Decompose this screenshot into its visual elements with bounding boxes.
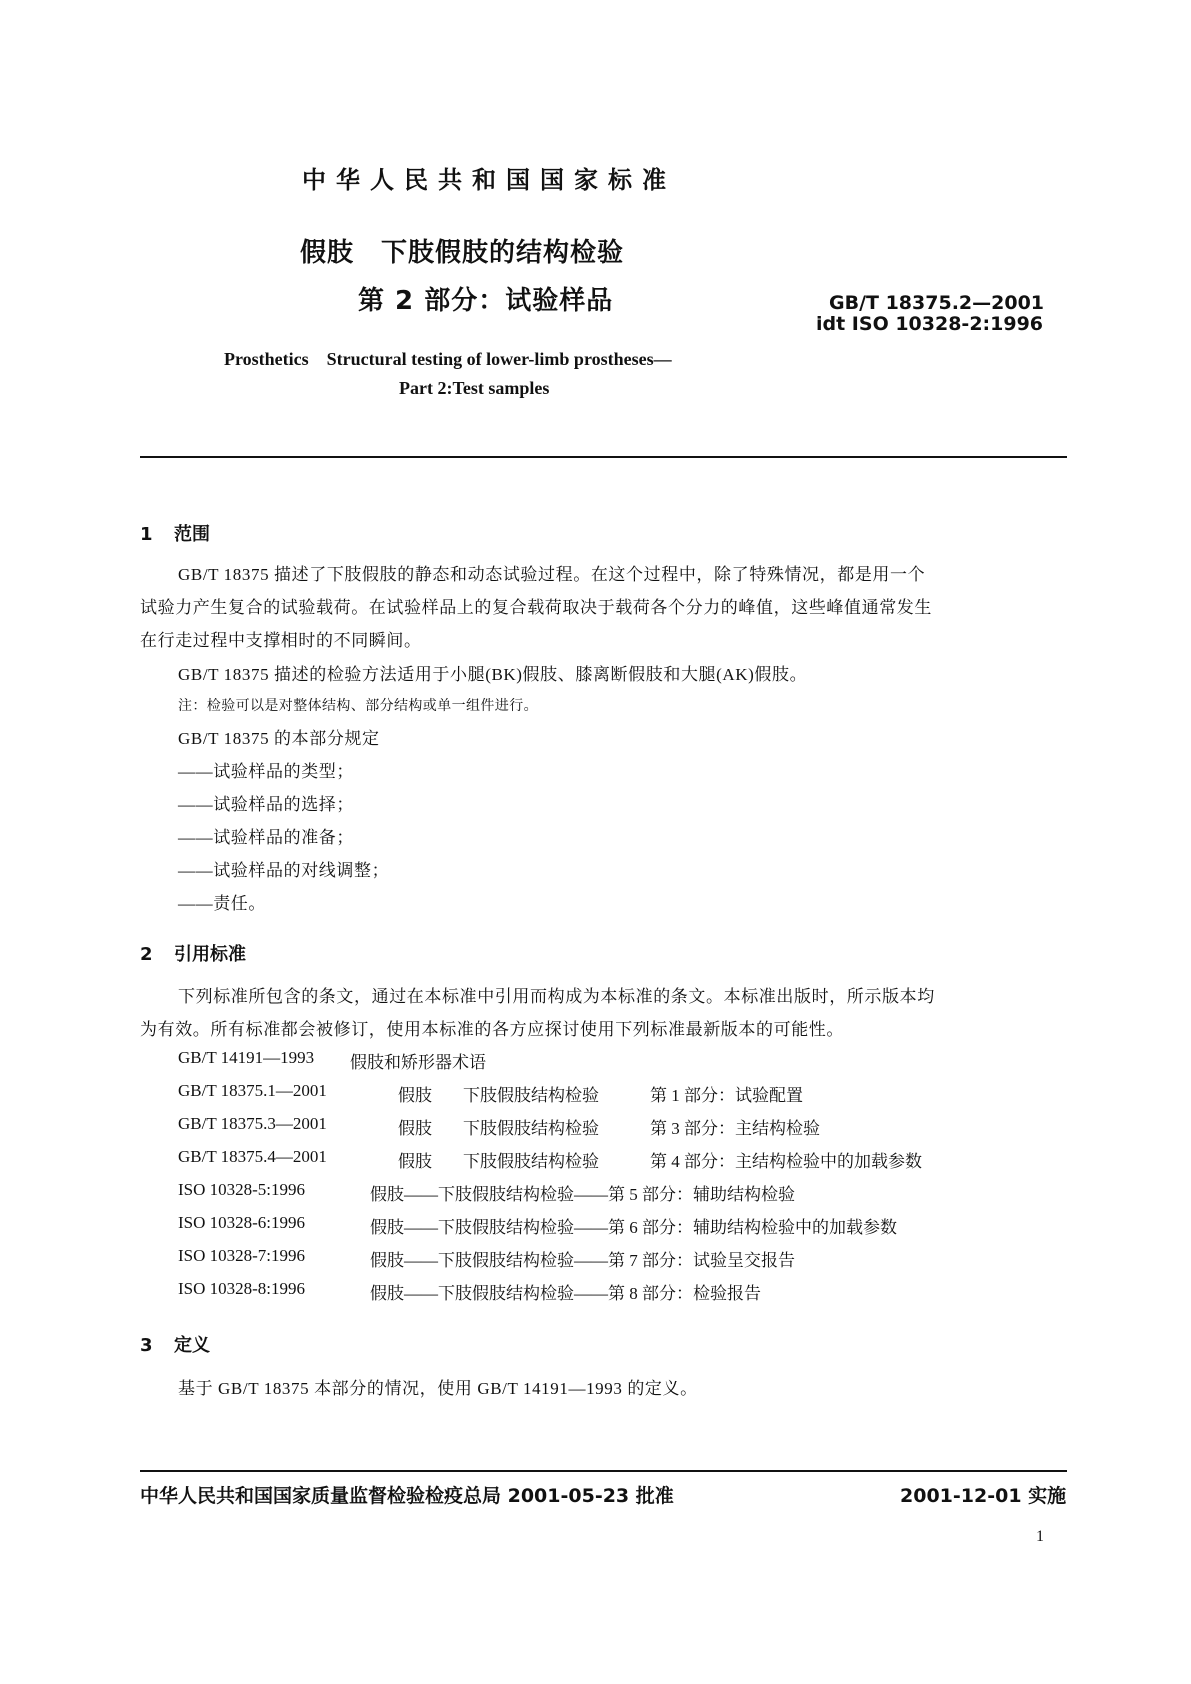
header-divider: [140, 456, 1067, 458]
reference-code: ISO 10328-5:1996: [178, 1180, 306, 1199]
title-en-line2: Part 2:Test samples: [399, 378, 550, 398]
reference-title: 假肢——下肢假肢结构检验——第 5 部分：辅助结构检验: [370, 1185, 795, 1204]
s1-list-item: ——试验样品的类型；: [178, 762, 354, 781]
reference-code: GB/T 14191—1993: [178, 1048, 315, 1067]
s3-para: 基于 GB/T 18375 本部分的情况，使用 GB/T 14191—1993 的定义。: [178, 1379, 698, 1398]
s1-para1-line3: 在行走过程中支撑相时的不同瞬间。: [140, 631, 422, 650]
section-3-title: 定义: [174, 1335, 210, 1356]
reference-code: ISO 10328-6:1996: [178, 1213, 306, 1232]
approval-line: 中华人民共和国国家质量监督检验检疫总局 2001-05-23 批准: [140, 1485, 674, 1507]
reference-title-part-c: 第 3 部分：主结构检验: [650, 1119, 820, 1138]
reference-title-part-b: 下肢假肢结构检验: [463, 1086, 599, 1105]
section-2-title: 引用标准: [174, 944, 246, 965]
s1-para1-line1: GB/T 18375 描述了下肢假肢的静态和动态试验过程。在这个过程中，除了特殊情况，都是用一个: [178, 565, 926, 584]
reference-code: GB/T 18375.3—2001: [178, 1114, 327, 1133]
reference-code: ISO 10328-8:1996: [178, 1279, 306, 1298]
reference-code: ISO 10328-7:1996: [178, 1246, 306, 1265]
reference-code: GB/T 18375.4—2001: [178, 1147, 327, 1166]
reference-title: 假肢——下肢假肢结构检验——第 7 部分：试验呈交报告: [370, 1251, 795, 1270]
s1-list-item: ——试验样品的选择；: [178, 795, 354, 814]
reference-title-part-a: 假肢: [398, 1086, 432, 1105]
reference-title: 假肢和矫形器术语: [350, 1053, 486, 1072]
s1-list-item: ——试验样品的对线调整；: [178, 861, 390, 880]
s1-list-item: ——责任。: [178, 894, 266, 913]
section-3-number: 3: [140, 1335, 153, 1356]
section-1-heading: [140, 520, 210, 546]
reference-title-part-a: 假肢: [398, 1152, 432, 1171]
reference-title-part-a: 假肢: [398, 1119, 432, 1138]
reference-title-part-c: 第 1 部分：试验配置: [650, 1086, 803, 1105]
section-2-heading: [140, 940, 246, 966]
title-en-line1: Prosthetics Structural testing of lower-limb prostheses—: [224, 349, 672, 369]
reference-title-part-c: 第 4 部分：主结构检验中的加载参数: [650, 1152, 922, 1171]
section-1-title: 范围: [174, 524, 210, 545]
s1-note: 注：检验可以是对整体结构、部分结构或单一组件进行。: [178, 699, 538, 714]
implementation-date: 2001-12-01 实施: [900, 1485, 1067, 1507]
s1-para3: GB/T 18375 的本部分规定: [178, 729, 380, 748]
s1-para1-line2: 试验力产生复合的试验载荷。在试验样品上的复合载荷取决于载荷各个分力的峰值，这些峰值通常发生: [140, 598, 932, 617]
standard-number: GB/T 18375.2—2001: [829, 292, 1045, 314]
section-3-heading: [140, 1331, 210, 1357]
reference-code: GB/T 18375.1—2001: [178, 1081, 327, 1100]
reference-title-part-b: 下肢假肢结构检验: [463, 1119, 599, 1138]
footer-divider: [140, 1470, 1067, 1472]
s2-para-line2: 为有效。所有标准都会被修订，使用本标准的各方应探讨使用下列标准最新版本的可能性。: [140, 1020, 844, 1039]
reference-title-part-b: 下肢假肢结构检验: [463, 1152, 599, 1171]
s1-para2: GB/T 18375 描述的检验方法适用于小腿(BK)假肢、膝离断假肢和大腿(AK)假肢。: [178, 665, 808, 684]
s1-list-item: ——试验样品的准备；: [178, 828, 354, 847]
reference-title: 假肢——下肢假肢结构检验——第 8 部分：检验报告: [370, 1284, 761, 1303]
s2-para-line1: 下列标准所包含的条文，通过在本标准中引用而构成为本标准的条文。本标准出版时，所示版本均: [178, 987, 935, 1006]
title-cn-line1: 假肢 下肢假肢的结构检验: [300, 238, 625, 268]
reference-title: 假肢——下肢假肢结构检验——第 6 部分：辅助结构检验中的加载参数: [370, 1218, 897, 1237]
page-number: 1: [1036, 1528, 1044, 1545]
standard-category: 中华人民共和国国家标准: [302, 166, 676, 194]
title-cn-line2: 第 2 部分：试验样品: [358, 286, 614, 316]
section-2-number: 2: [140, 944, 153, 965]
section-1-number: 1: [140, 524, 153, 545]
idt-number: idt ISO 10328-2:1996: [816, 313, 1044, 335]
